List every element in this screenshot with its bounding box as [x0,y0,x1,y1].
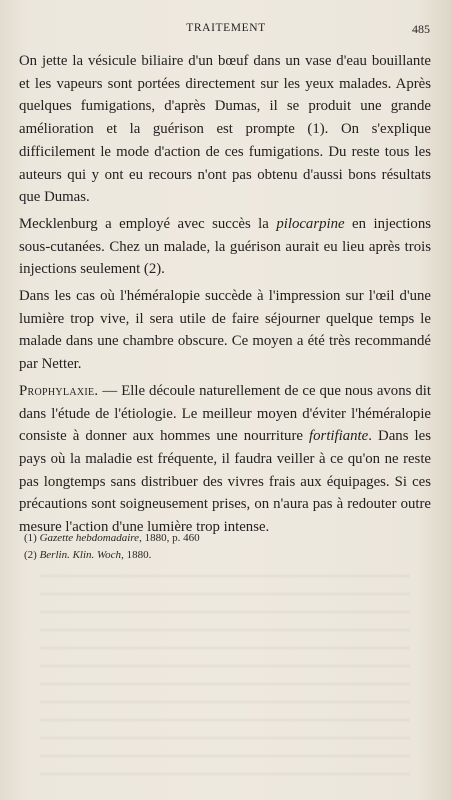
footnote-source-title: Berlin. Klin. Woch [39,548,122,561]
paragraph-pilocarpine-text-end: en injections sous-cutanées. Chez un malade, la guérison aurait eu lieu après trois injections seulement (2). [19,215,431,278]
paragraph-chambre-obscure: Dans les cas où l'héméralopie succède à l'impression sur l'œil d'une lumière trop vive, il sera utile de faire séjourner quelque temps le malade dans une chambre obscure. Ce moyen a été très recommandé par Netter. [19,288,431,373]
paragraph-fumigations: On jette la vésicule biliaire d'un bœuf dans un vase d'eau bouillante et les vapeurs sont portées directement sur les yeux malades. Après quelques fumigations, d'après Dumas, il se produit une grande amélioration et la guérison est prompte (1). On s'explique difficilement le mode d'action de ces fumigations. Du reste tous les auteurs qui y ont eu recours n'ont pas obtenu d'aussi bons résultats que Dumas. [19,53,431,206]
show-through-text [40,560,410,780]
fortifiante-term: fortifiante [309,428,369,445]
main-text [19,50,431,543]
page-number: 485 [412,22,430,36]
paragraph-pilocarpine-text-start: Mecklenburg a employé avec succès la [19,215,277,232]
footnote-mark: (2) [24,548,37,561]
footnotes [24,530,424,563]
footnote-source-details: , 1880. [121,548,152,561]
running-title: TRAITEMENT [186,22,266,34]
prophylaxie-heading: Prophylaxie. [19,382,99,399]
paragraph-prophylaxie [19,380,431,539]
footnote-source-title: Gazette hebdomadaire [39,532,140,544]
footnote-1 [24,530,424,547]
footnote-source-details: , 1880, p. 460 [139,532,200,544]
page-header [0,22,452,42]
paragraph-prophylaxie-text-start: — Elle découle naturellement de ce que nous avons dit dans l'étude de l'étiologie. Le meilleur moyen d'éviter l'héméralopie consiste à donner aux hommes une nourriture [19,382,431,445]
footnote-2 [24,547,424,564]
paragraph-pilocarpine [19,213,431,281]
paragraph-prophylaxie-text-end: . Dans les pays où la maladie est fréquente, il faudra veiller à ce qu'on ne reste pas longtemps sans distribuer des vivres frais aux équipages. Si ces précautions sont soigneusement prises, on n'aura pas à redouter outre mesure l'action d'une lumière trop intense. [19,428,431,536]
footnote-mark: (1) [24,532,37,544]
pilocarpine-term: pilocarpine [276,215,345,232]
